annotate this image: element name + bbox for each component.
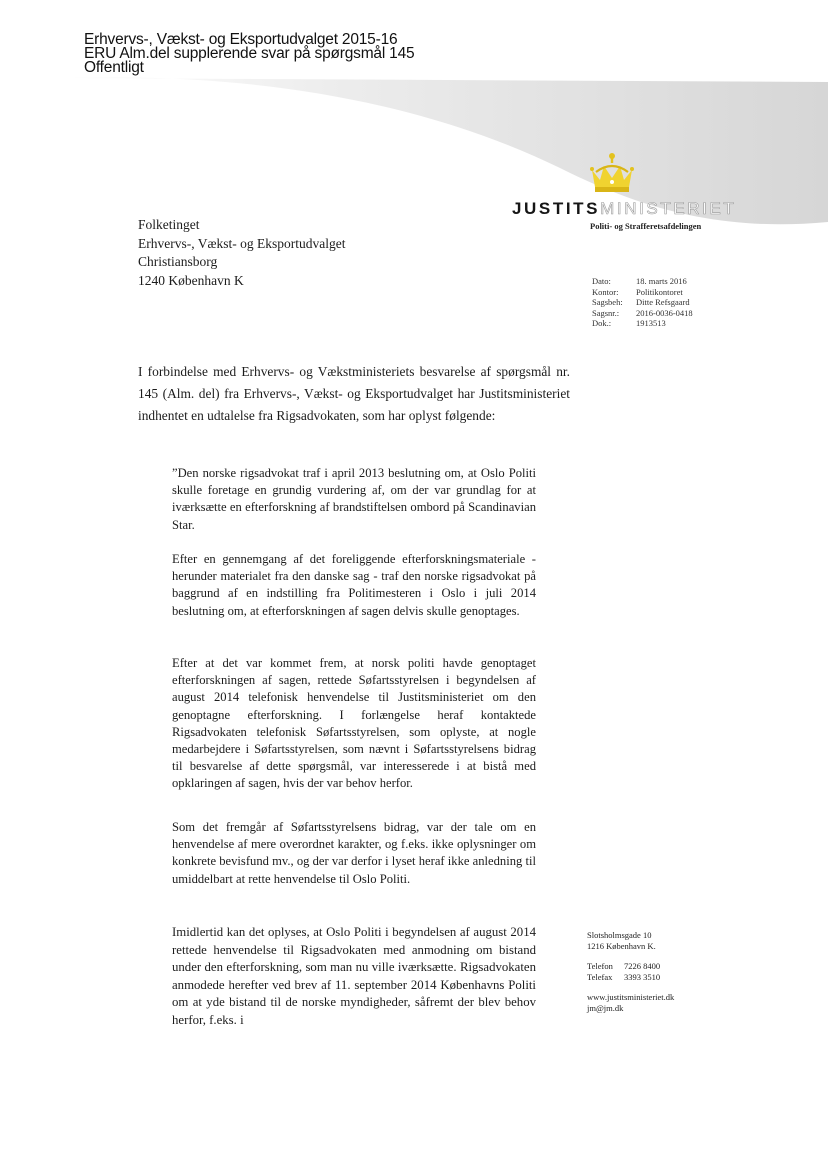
meta-label: Dato: (592, 276, 611, 286)
stamp-line-committee: Erhvervs-, Vækst- og Eksportudvalget 2015-16 (84, 31, 398, 48)
recipient-line: 1240 København K (138, 272, 244, 288)
meta-label: Dok.: (592, 318, 612, 329)
letter-metadata (592, 276, 693, 329)
stamp-line-status: Offentligt (84, 59, 144, 76)
contact-fax (587, 972, 674, 983)
recipient-line: Christiansborg (138, 254, 218, 269)
meta-office (592, 287, 693, 298)
contact-value: 7226 8400 (624, 961, 661, 972)
meta-value: 2016-0036-0418 (636, 307, 693, 318)
logo-text-bold: JUSTITS (512, 199, 601, 218)
meta-handler (592, 297, 693, 308)
meta-date (592, 276, 693, 287)
meta-value: 1913513 (636, 318, 666, 329)
logo-text-light: MINISTERIET (600, 199, 737, 218)
recipient-line: Erhvervs-, Vækst- og Eksportudvalget (138, 235, 346, 251)
meta-label: Sagsnr.: (592, 307, 620, 318)
quote-paragraph: Efter en gennemgang af det foreliggende efterforskningsmateriale - herunder materialet fra den danske sag - traf den norske rigsadvokat på baggrund af en indstilling fra Politimesteren i Oslo i juli 2014 beslutning om, at efterforskningen af sagen delvis skulle genoptages. (172, 552, 536, 618)
meta-label: Kontor: (592, 286, 619, 297)
quote-paragraph: Som det fremgår af Søfartsstyrelsens bidrag, var der tale om en henvendelse af mere overordnet karakter, og f.eks. ikke oplysninger om konkrete bevisfund mv., og der var derfor i lyset heraf ikke anledning til umiddelbart at rette henvendelse til Oslo Politi. (172, 820, 536, 886)
department-name: Politi- og Strafferetsafdelingen (590, 221, 702, 231)
quote-paragraph: Imidlertid kan det oplyses, at Oslo Politi i begyndelsen af august 2014 rettede henvendelse til Rigsadvokaten med anmodning om bistand under den efterforskning, som man nu ville iværksætte. Rigsadvokaten anmodede herefter ved brev af 11. september 2014 Københavns Politi om at yde bistand til de norske myndigheder, såfremt der blev behov herfor, f.eks. i (172, 925, 536, 1027)
meta-value: Politikontoret (636, 286, 683, 297)
meta-value: 18. marts 2016 (636, 276, 687, 286)
meta-case-number (592, 308, 693, 319)
contact-label: Telefax (587, 971, 613, 982)
crown-logo-icon (588, 152, 636, 194)
contact-phone (587, 961, 674, 972)
quote-paragraph: ”Den norske rigsadvokat traf i april 2013 beslutning om, at Oslo Politi skulle foretage en grundig vurdering af, om der var grundlag for at iværksætte en efterforskning af brandstiftelsen ombord på Scandinavian Star. (172, 466, 536, 532)
contact-label: Telefon (587, 961, 613, 972)
meta-document-number (592, 318, 693, 329)
stamp-line-reference: ERU Alm.del supplerende svar på spørgsmål 145 (84, 45, 415, 62)
address-street: Slotsholmsgade 10 (587, 930, 652, 940)
recipient-line: Folketinget (138, 217, 200, 232)
address-city: 1216 København K. (587, 940, 656, 951)
quote-paragraph: Efter at det var kommet frem, at norsk politi havde genoptaget efterforskningen af sagen, rettede Søfartsstyrelsen i begyndelsen af august 2014 telefonisk henvendelse til Justitsministeriet om den genoptagne efterforskning. I forlængelse heraf kontaktede Rigsadvokaten telefonisk Søfartsstyrelsen, som oplyste, at nogle medarbejdere i Søfartsstyrelsen, som nævnt i Søfartsstyrelsens bidrag til besvarelse af dette spørgsmål, var interesserede i at bistå med opklaringen af sagen, hvis der var behov herfor. (172, 656, 536, 791)
recipient-address (138, 216, 345, 290)
meta-label: Sagsbeh: (592, 297, 623, 308)
intro-paragraph: I forbindelse med Erhvervs- og Vækstministeriets besvarelse af spørgsmål nr. 145 (Alm. del) fra Erhvervs-, Vækst- og Eksportudvalget har Justitsministeriet indhentet en udtalelse fra Rigsadvokaten, som har oplyst følgende: (138, 364, 570, 424)
meta-value: Ditte Refsgaard (636, 297, 690, 308)
ministry-logo (512, 199, 736, 219)
email-link[interactable]: jm@jm.dk (587, 1002, 624, 1013)
contact-value: 3393 3510 (624, 971, 661, 982)
ministry-contact-info (587, 930, 674, 1014)
website-link[interactable]: www.justitsministeriet.dk (587, 992, 675, 1003)
